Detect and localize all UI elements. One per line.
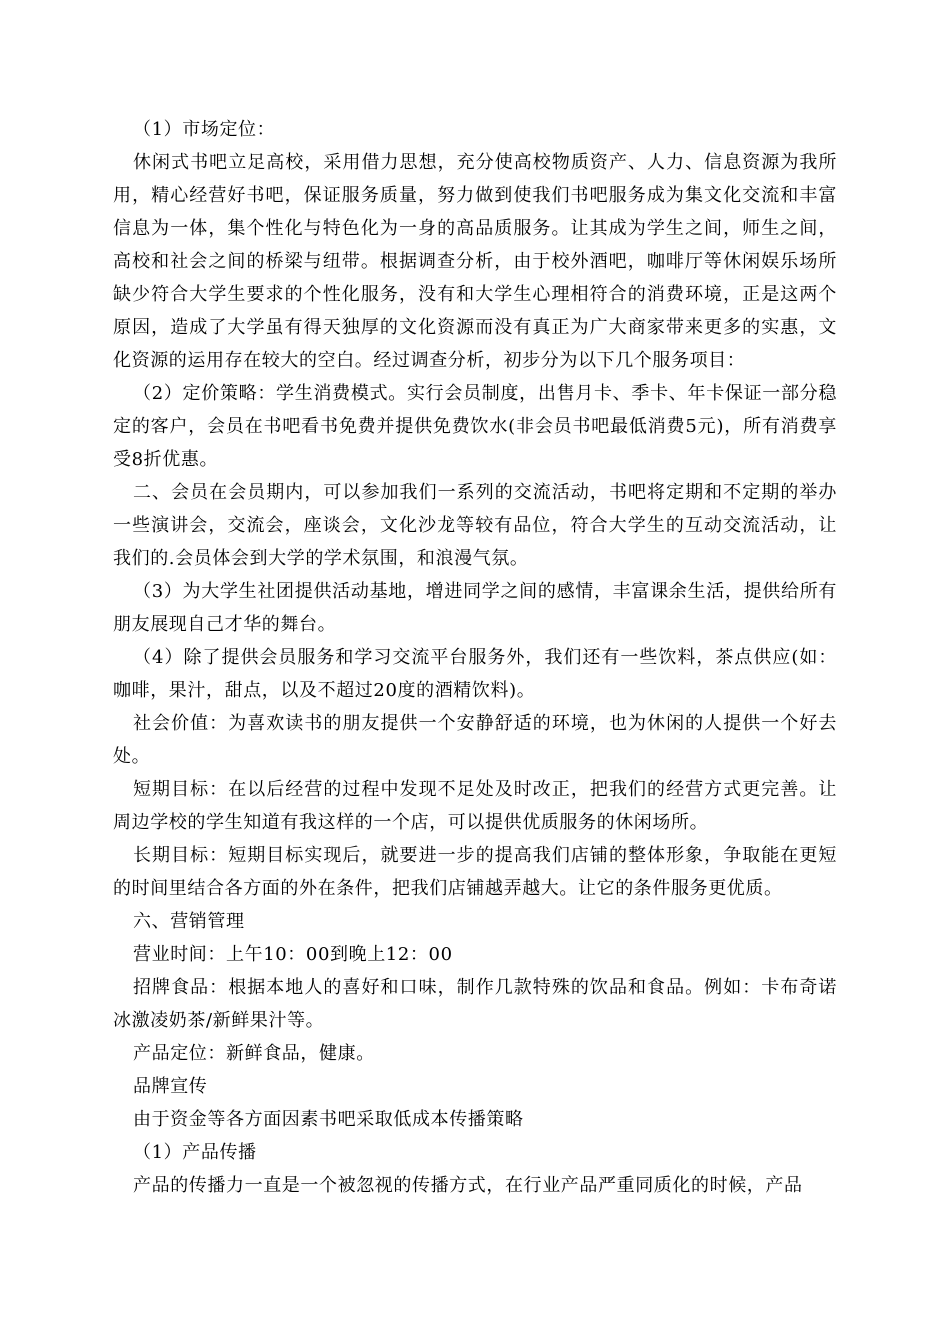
paragraph-social-value: 社会价值：为喜欢读书的朋友提供一个安静舒适的环境，也为休闲的人提供一个好去处。 [113, 713, 837, 767]
paragraph-product-communication-heading: （1）产品传播 [133, 1142, 257, 1163]
paragraph-beverage-supply: （4）除了提供会员服务和学习交流平台服务外，我们还有一些饮料，茶点供应(如：咖啡，果汁，甜点，以及不超过20度的酒精饮料)。 [113, 647, 837, 701]
paragraph-market-positioning-heading: （1）市场定位： [133, 119, 276, 140]
paragraph-low-cost-strategy: 由于资金等各方面因素书吧采取低成本传播策略 [133, 1109, 524, 1130]
document-body [113, 113, 837, 1202]
paragraph-long-term-goal: 长期目标：短期目标实现后，就要进一步的提高我们店铺的整体形象，争取能在更短的时间里结合各方面的外在条件，把我们店铺越弄越大。让它的条件服务更优质。 [113, 845, 837, 899]
paragraph-brand-promotion: 品牌宣传 [133, 1076, 208, 1097]
paragraph-market-positioning-body: 休闲式书吧立足高校，采用借力思想，充分使高校物质资产、人力、信息资源为我所用，精心经营好书吧，保证服务质量，努力做到使我们书吧服务成为集文化交流和丰富信息为一体，集个性化与特色化为一身的高品质服务。让其成为学生之间，师生之间，高校和社会之间的桥梁与纽带。根据调查分析，由于校外酒吧，咖啡厅等休闲娱乐场所缺少符合大学生要求的个性化服务，没有和大学生心理相符合的消费环境，正是这两个原因，造成了大学虽有得天独厚的文化资源而没有真正为广大商家带来更多的实惠，文化资源的运用存在较大的空白。经过调查分析，初步分为以下几个服务项目： [113, 152, 837, 371]
paragraph-business-hours: 营业时间：上午10：00到晚上12：00 [133, 944, 453, 965]
paragraph-club-base: （3）为大学生社团提供活动基地，增进同学之间的感情，丰富课余生活，提供给所有朋友展现自己才华的舞台。 [113, 581, 837, 635]
paragraph-member-activities: 二、会员在会员期内，可以参加我们一系列的交流活动，书吧将定期和不定期的举办一些演讲会，交流会，座谈会，文化沙龙等较有品位，符合大学生的互动交流活动，让我们的.会员体会到大学的学术氛围，和浪漫气氛。 [113, 482, 837, 569]
section-heading-marketing: 六、营销管理 [133, 911, 245, 932]
paragraph-product-positioning: 产品定位：新鲜食品，健康。 [133, 1043, 375, 1064]
paragraph-signature-food: 招牌食品：根据本地人的喜好和口味，制作几款特殊的饮品和食品。例如：卡布奇诺冰激凌奶茶/新鲜果汁等。 [113, 977, 837, 1031]
paragraph-product-communication-body: 产品的传播力一直是一个被忽视的传播方式，在行业产品严重同质化的时候，产品 [133, 1175, 803, 1196]
paragraph-pricing-strategy: （2）定价策略：学生消费模式。实行会员制度，出售月卡、季卡、年卡保证一部分稳定的客户，会员在书吧看书免费并提供免费饮水(非会员书吧最低消费5元)，所有消费享受8折优惠。 [113, 383, 837, 470]
paragraph-short-term-goal: 短期目标：在以后经营的过程中发现不足处及时改正，把我们的经营方式更完善。让周边学校的学生知道有我这样的一个店，可以提供优质服务的休闲场所。 [113, 779, 837, 833]
